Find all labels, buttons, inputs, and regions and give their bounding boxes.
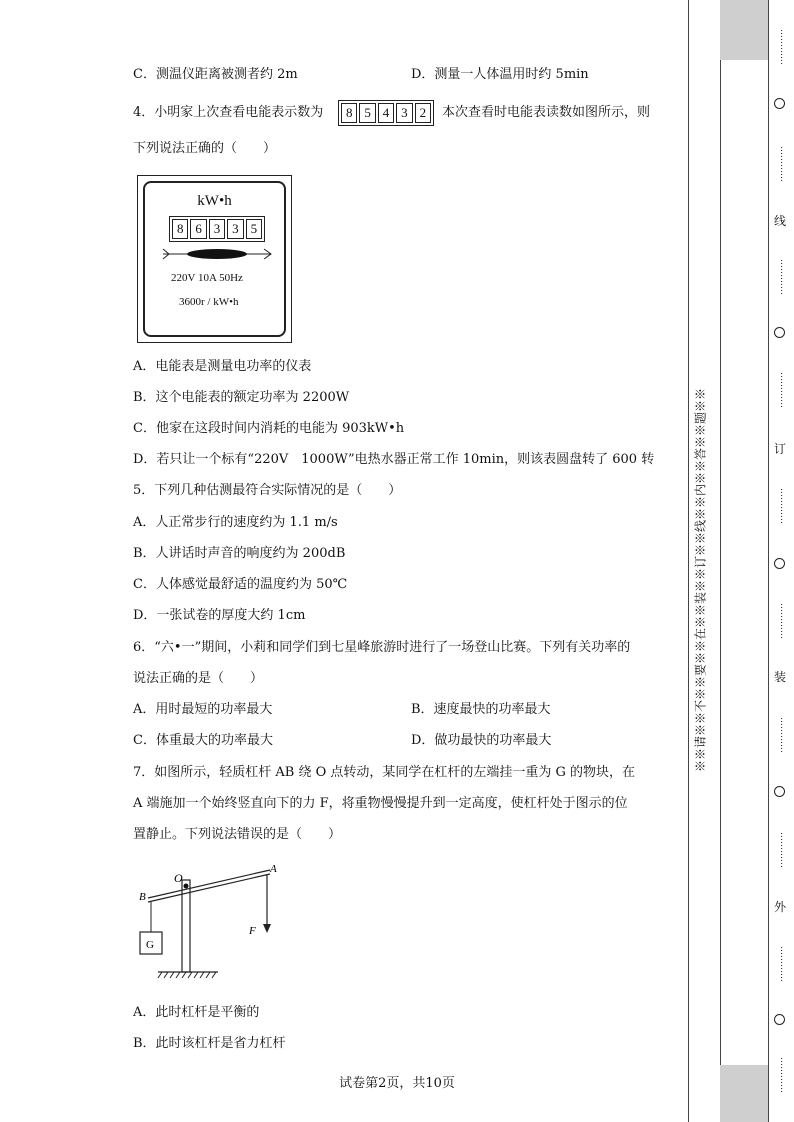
- option-4A: A．电能表是测量电功率的仪表: [133, 359, 312, 374]
- meter-digits: [169, 216, 265, 242]
- digit: 5: [246, 219, 262, 239]
- dotted-line: …………: [778, 717, 788, 753]
- digit: 3: [396, 103, 412, 123]
- option-4B: B．这个电能表的额定功率为 2200W: [133, 390, 350, 405]
- digit: 4: [378, 103, 394, 123]
- dotted-line: …………: [778, 1057, 788, 1093]
- question-7-stem-end: 置静止。下列说法错误的是（ ）: [133, 827, 342, 842]
- question-5-stem: 5．下列几种估测最符合实际情况的是（ ）: [133, 483, 402, 498]
- option-3C: C．测温仪距离被测者约 2m: [133, 67, 298, 82]
- meter-face: [143, 181, 286, 337]
- question-7-stem-2: A 端施加一个始终竖直向下的力 F，将重物慢慢提升到一定高度，使杠杆处于图示的位: [133, 796, 628, 811]
- page-footer: 试卷第2页，共10页: [339, 1076, 455, 1091]
- binding-char-wai: 外: [773, 900, 786, 914]
- option-5C: C．人体感觉最舒适的温度约为 50℃: [133, 577, 348, 592]
- label-b: B: [139, 891, 146, 903]
- binding-border: [688, 0, 689, 1122]
- dotted-line: …………: [778, 146, 788, 182]
- dotted-line: …………: [778, 603, 788, 639]
- option-5A: A．人正常步行的速度约为 1.1 m/s: [133, 515, 338, 530]
- digit: 5: [359, 103, 375, 123]
- option-6D: D．做功最快的功率最大: [411, 733, 552, 748]
- binding-hole-icon: [774, 558, 785, 569]
- question-4-stem-end: 下列说法正确的（ ）: [133, 141, 277, 156]
- binding-char-xian: 线: [773, 214, 786, 228]
- option-4C: C．他家在这段时间内消耗的电能为 903kW•h: [133, 421, 405, 436]
- dotted-line: …………: [778, 259, 788, 295]
- option-4D: D．若只让一个标有“220V 1000W”电热水器正常工作 10min，则该表圆盘转了 600 转: [133, 452, 655, 467]
- binding-char-ding: 订: [773, 442, 786, 456]
- digit: 8: [341, 103, 357, 123]
- binding-gray-top: [720, 0, 768, 60]
- question-6-stem: 6．“六•一”期间，小莉和同学们到七星峰旅游时进行了一场登山比赛。下列有关功率的: [133, 640, 631, 655]
- rotating-disc-icon: [159, 246, 277, 262]
- binding-hole-icon: [774, 327, 785, 338]
- meter-rating: 220V 10A 50Hz: [171, 272, 243, 284]
- meter-unit: kW•h: [197, 193, 232, 209]
- lever-figure: [130, 858, 290, 986]
- option-5B: B．人讲话时声音的响度约为 200dB: [133, 546, 346, 561]
- previous-meter-reading: [338, 100, 434, 126]
- label-f: F: [249, 925, 256, 937]
- question-6-stem-end: 说法正确的是（ ）: [133, 671, 264, 686]
- option-6A: A．用时最短的功率最大: [133, 702, 273, 717]
- digit: 3: [209, 219, 225, 239]
- label-a: A: [270, 863, 277, 875]
- binding-hole-icon: [774, 786, 785, 797]
- digit: 2: [415, 103, 431, 123]
- option-3D: D．测量一人体温用时约 5min: [411, 67, 589, 82]
- binding-notice: ※※请※※不※※要※※在※※装※※订※※线※※内※※答※※题※※: [693, 387, 708, 773]
- option-5D: D．一张试卷的厚度大约 1cm: [133, 608, 306, 623]
- dotted-line: …………: [778, 946, 788, 982]
- binding-hole-icon: [774, 1014, 785, 1025]
- dotted-line: …………: [778, 832, 788, 868]
- digit: 3: [227, 219, 243, 239]
- question-4-stem: 4．小明家上次查看电能表示数为: [133, 105, 324, 120]
- label-g: G: [146, 939, 154, 951]
- binding-gray-bottom: [720, 1065, 768, 1122]
- binding-hole-icon: [774, 98, 785, 109]
- digit: 6: [190, 219, 206, 239]
- binding-inner-border: [720, 60, 721, 1065]
- digit: 8: [172, 219, 188, 239]
- label-o: O: [174, 871, 183, 885]
- electric-meter-figure: [137, 175, 292, 343]
- question-4-stem-cont: 本次查看时电能表读数如图所示，则: [442, 105, 651, 120]
- question-7-stem: 7．如图所示，轻质杠杆 AB 绕 O 点转动，某同学在杠杆的左端挂一重为 G 的物块，在: [133, 765, 636, 780]
- binding-outer-border: [768, 0, 769, 1122]
- dotted-line: …………: [778, 29, 788, 65]
- option-7A: A．此时杠杆是平衡的: [133, 1005, 260, 1020]
- option-6B: B．速度最快的功率最大: [411, 702, 551, 717]
- dotted-line: …………: [778, 372, 788, 408]
- option-7B: B．此时该杠杆是省力杠杆: [133, 1036, 286, 1051]
- option-6C: C．体重最大的功率最大: [133, 733, 273, 748]
- meter-revolutions: 3600r / kW•h: [179, 296, 239, 308]
- binding-char-zhuang: 装: [773, 670, 786, 684]
- dotted-line: …………: [778, 488, 788, 524]
